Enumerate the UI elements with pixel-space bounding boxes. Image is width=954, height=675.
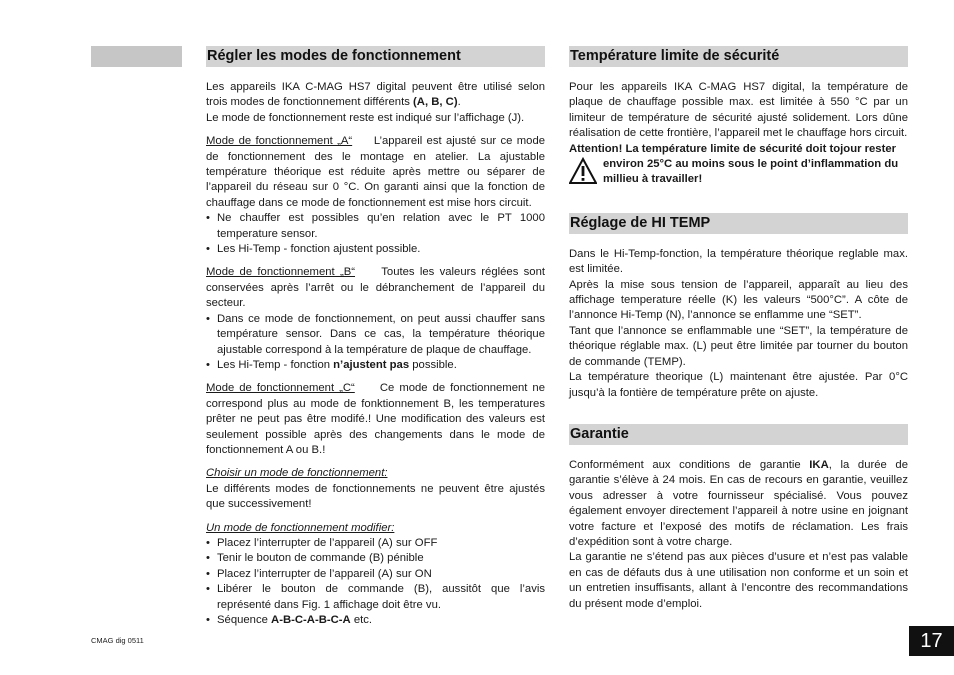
- intro-paragraph: Les appareils IKA C-MAG HS7 digital peuvent être utilisé selon trois modes de fonctionnement différents (A, B, C).: [206, 81, 545, 109]
- hitemp-paragraph-4: La température theorique (L) maintenant être ajustée. Par 0°C jusqu’à la fontière de température prête on ajuste.: [569, 371, 908, 399]
- attention-line: Attention! La température limite de sécurité doit tojour rester: [569, 142, 897, 155]
- section-heading-garantie: Garantie: [569, 424, 908, 445]
- garantie-paragraph-2: La garantie ne s’étend pas aux pièces d’usure et n’est pas valable en cas de défauts dus à une utilisation non conforme et un soin et un entretien insuffisants, allant à l’encontre des recommandations du présent mode d’emploi.: [569, 551, 908, 610]
- right-column: [569, 46, 908, 612]
- hitemp-paragraph-2: Après la mise sous tension de l’appareil, apparaît au lieu des affichage temperature réelle (K) les valeurs “500°C”. A côte de l’annonce Hi-Temp (N), l’annonce se enflamme une “SET”.: [569, 278, 908, 322]
- choose-mode-text: Le différents modes de fonctionnements ne peuvent être ajustés que successivement!: [206, 482, 545, 511]
- left-column: [206, 46, 545, 628]
- list-item: • Placez l’interrupter de l’appareil (A) sur ON: [206, 567, 545, 582]
- section-heading-safety: Température limite de sécurité: [569, 46, 908, 67]
- list-item: • Les Hi-Temp - fonction n’ajustent pas possible.: [206, 358, 545, 373]
- hitemp-paragraph-3: Tant que l’annonce se enflammable une “SET”, la température de théorique réglable max. (L) peut être limitée par tourner du bouton de commande (TEMP).: [569, 324, 908, 368]
- left-margin-bar: [91, 46, 182, 67]
- list-item: • Les Hi-Temp - fonction ajustent possible.: [206, 242, 545, 257]
- list-item: • Placez l’interrupter de l’appareil (A) sur OFF: [206, 536, 545, 551]
- list-item: • Dans ce mode de fonctionnement, on peut aussi chauffer sans température sensor. Dans ce cas, la température théorique ajustable correspond à la température de plaque de chauffage.: [206, 312, 545, 358]
- mode-c-label: Mode de fonctionnement „C“: [206, 382, 355, 395]
- list-item: • Ne chauffer est possibles qu’en relation avec le PT 1000 temperature sensor.: [206, 211, 545, 242]
- hitemp-paragraph-1: Dans le Hi-Temp-fonction, la température théorique reglable max. est limitée.: [569, 247, 908, 276]
- intro-paragraph-2: Le mode de fonctionnement reste est indiqué sur l’affichage (J).: [206, 111, 525, 124]
- attention-text: environ 25°C au moins sous le point d’inflammation du millieu à travailler!: [603, 158, 899, 186]
- list-item: • Tenir le bouton de commande (B) pénible: [206, 551, 545, 566]
- list-item: • Séquence A-B-C-A-B-C-A etc.: [206, 613, 545, 628]
- garantie-paragraph-1: Conformément aux conditions de garantie IKA, la durée de garantie s’élève à 24 mois. En cas de recours en garantie, veuillez vous adresser à votre fournisseur spécialisé. Vous pouvez également envoyer directement l’appareil à notre usine en joignant votre facture et l’exposé des motifs de réclamation. Les frais d’expédition sont à votre charge.: [569, 458, 908, 548]
- choose-mode-label: Choisir un mode de fonctionnement:: [206, 467, 388, 480]
- section-heading-modes: Régler les modes de fonctionnement: [206, 46, 545, 67]
- mode-c-paragraph: Mode de fonctionnement „C“ Ce mode de fonctionnement ne correspond plus au mode de fonktionnement B, les temperatures prêter ne peut pas être modifé.! Une modification des valeurs est seulement possible après des changements dans le mode de fonctionnement A ou B.!: [206, 382, 545, 456]
- mode-a-paragraph: Mode de fonctionnement „A“ L’appareil est ajusté sur ce mode de fonctionnement des le montage en atelier. La ajustable température théorique est réduite après mettre ou séparer de l’appareil du réseau sur 0 °C. On garanti ainsi que la fonction de chauffage dans ce mode de fonctionnement est mise hors circuit.: [206, 135, 546, 209]
- footer-code: CMAG dig 0511: [91, 636, 144, 645]
- mode-a-label: Mode de fonctionnement „A“: [206, 135, 353, 148]
- mode-b-label: Mode de fonctionnement „B“: [206, 266, 356, 279]
- page-number: 17: [909, 626, 954, 656]
- mode-b-paragraph: Mode de fonctionnement „B“ Toutes les valeurs réglées sont conservées après l’arrêt ou le débranchement de l’appareil du secteur.: [206, 266, 545, 310]
- list-item: • Libérer le bouton de commande (B), aussitôt que l’avis représenté dans Fig. 1 affichage doit être vu.: [206, 582, 545, 613]
- warning-triangle-icon: [569, 157, 597, 185]
- safety-paragraph: Pour les appareils IKA C-MAG HS7 digital, la température de plaque de chauffage possible max. est limitée à 550 °C par un limiteur de température de sécurité ajusté solidement. Lors dûne réalisation de cette frontière, l’appareil met le chauffage hors circuit.: [569, 81, 908, 140]
- modify-mode-label: Un mode de fonctionnement modifier:: [206, 521, 395, 534]
- section-heading-hitemp: Réglage de HI TEMP: [569, 213, 908, 234]
- attention-row: [569, 157, 908, 188]
